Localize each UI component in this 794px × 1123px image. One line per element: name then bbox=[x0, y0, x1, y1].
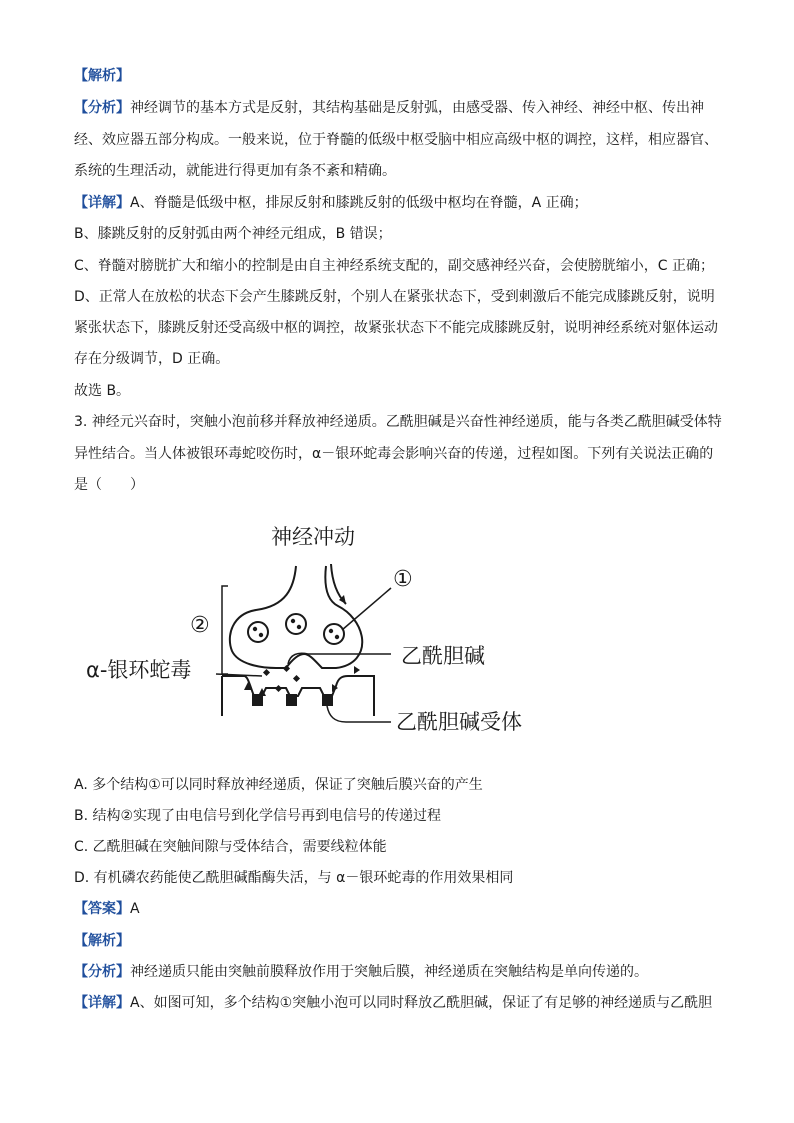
answer-line bbox=[74, 899, 140, 919]
q3-detail-tag: 【详解】 bbox=[74, 995, 130, 1011]
ach-label: 乙酰胆碱 bbox=[401, 644, 485, 668]
detail-line-b: B、膝跳反射的反射弧由两个神经元组成，B 错误； bbox=[74, 226, 392, 242]
detail-line-c: C、脊髓对膀胱扩大和缩小的控制是由自主神经系统支配的，副交感神经兴奋，会使膀胱缩小，C 正确； bbox=[74, 258, 714, 274]
postsynaptic-membrane bbox=[222, 676, 374, 716]
jiexi-heading-2: 【解析】 bbox=[74, 933, 130, 949]
presynaptic-membrane bbox=[230, 566, 362, 668]
detail-line-d1: D、正常人在放松的状态下会产生膝跳反射，个别人在紧张状态下，受到刺激后不能完成膝跳反射，说明 bbox=[74, 289, 715, 305]
detail-line-d2: 紧张状态下，膝跳反射还受高级中枢的调控，故紧张状态下不能完成膝跳反射，说明神经系统对躯体运动 bbox=[74, 320, 718, 336]
impulse-label: 神经冲动 bbox=[271, 525, 355, 549]
synapse-diagram bbox=[186, 516, 546, 744]
q3-analysis-line: 【分析】神经递质只能由突触前膜释放作用于突触后膜，神经递质在突触结构是单向传递的。 bbox=[74, 964, 648, 980]
analysis-tag: 【分析】 bbox=[74, 100, 130, 116]
detail-line-a: 【详解】A、脊髓是低级中枢，排尿反射和膝跳反射的低级中枢均在脊髓，A 正确； bbox=[74, 195, 588, 211]
question-line-2: 异性结合。当人体被银环毒蛇咬伤时，α－银环蛇毒会影响兴奋的传递，过程如图。下列有关说法正确的 bbox=[74, 446, 714, 462]
receptor-label: 乙酰胆碱受体 bbox=[396, 710, 522, 734]
synaptic-vesicle-middle bbox=[286, 614, 306, 634]
label1-pointer bbox=[342, 588, 391, 630]
synaptic-vesicle-right bbox=[324, 624, 344, 644]
q3-detail-line: 【详解】A、如图可知，多个结构①突触小泡可以同时释放乙酰胆碱，保证了有足够的神经递质与乙酰胆 bbox=[74, 995, 713, 1011]
label-1: ① bbox=[393, 567, 413, 592]
answer-value: A bbox=[130, 901, 140, 917]
toxin-text: α-银环蛇毒 bbox=[86, 658, 192, 682]
option-a: A. 多个结构①可以同时释放神经递质，保证了突触后膜兴奋的产生 bbox=[74, 777, 483, 793]
analysis-line-3: 系统的生理活动，就能进行得更加有条不紊和精确。 bbox=[74, 163, 396, 179]
question-line-1: 3. 神经元兴奋时，突触小泡前移并释放神经递质。乙酰胆碱是兴奋性神经递质，能与各类乙酰胆碱受体特 bbox=[74, 414, 722, 430]
jiexi-heading: 【解析】 bbox=[74, 68, 130, 84]
answer-tag: 【答案】 bbox=[74, 901, 130, 917]
analysis-line-1: 【分析】神经调节的基本方式是反射，其结构基础是反射弧，由感受器、传入神经、神经中枢、传出神 bbox=[74, 100, 704, 116]
q3-analysis-tag: 【分析】 bbox=[74, 964, 130, 980]
label2-bracket bbox=[222, 586, 228, 674]
choose-line: 故选 B。 bbox=[74, 383, 131, 399]
label-2: ② bbox=[190, 613, 210, 638]
option-d: D. 有机磷农药能使乙酰胆碱酯酶失活，与 α－银环蛇毒的作用效果相同 bbox=[74, 870, 514, 886]
detail-tag: 【详解】 bbox=[74, 195, 130, 211]
analysis-line-2: 经、效应器五部分构成。一般来说，位于脊髓的低级中枢受脑中相应高级中枢的调控，这样，相应器官、 bbox=[74, 132, 718, 148]
option-b: B. 结构②实现了由电信号到化学信号再到电信号的传递过程 bbox=[74, 808, 442, 824]
released-molecules bbox=[244, 665, 360, 696]
question-line-3: 是（ ） bbox=[74, 477, 144, 493]
detail-line-d3: 存在分级调节，D 正确。 bbox=[74, 351, 230, 367]
receptor-pointer bbox=[327, 706, 391, 722]
synaptic-vesicle-left bbox=[248, 622, 268, 642]
option-c: C. 乙酰胆碱在突触间隙与受体结合，需要线粒体能 bbox=[74, 839, 387, 855]
